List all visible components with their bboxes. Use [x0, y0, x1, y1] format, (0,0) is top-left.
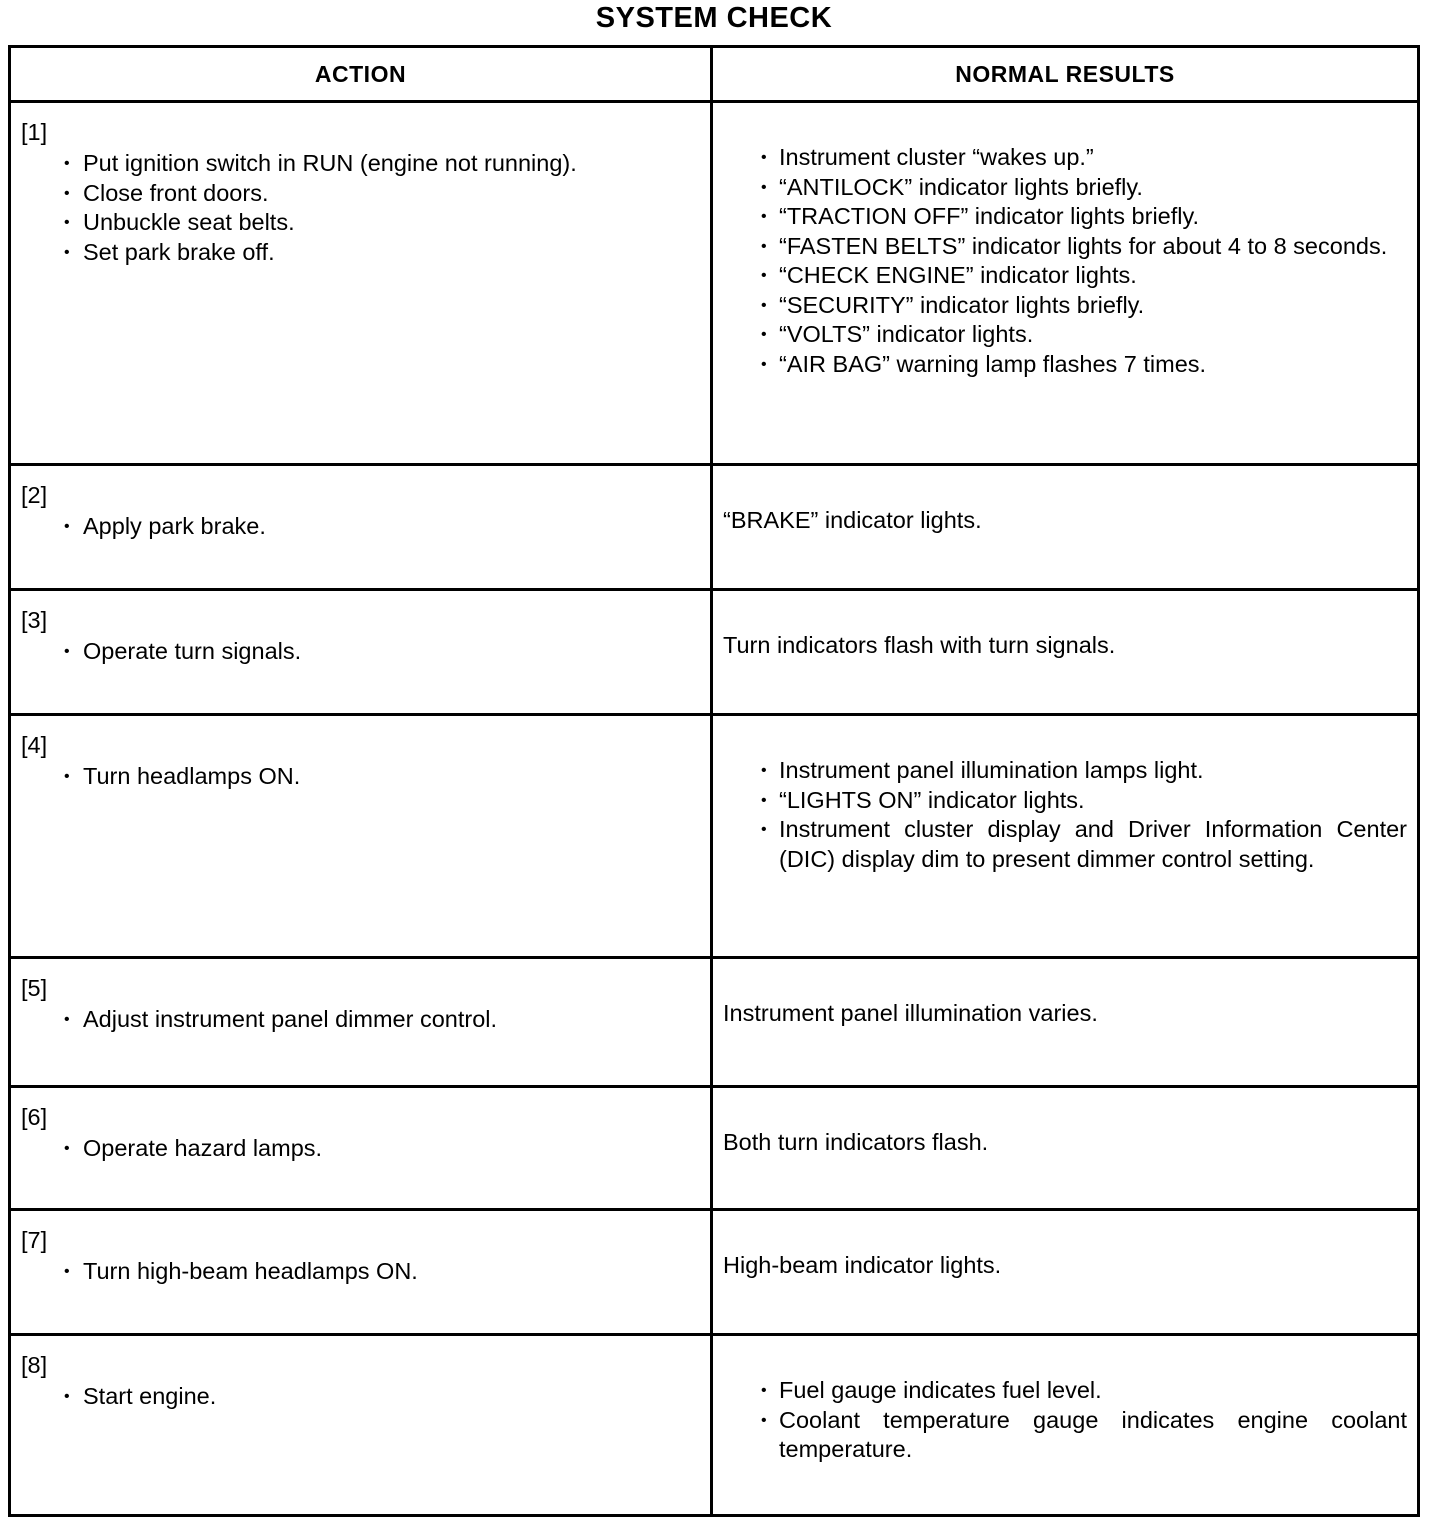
- result-cell: [712, 590, 1419, 715]
- table-header-row: [10, 47, 1419, 102]
- action-item: • Operate hazard lamps.: [21, 1134, 700, 1164]
- action-cell: [10, 1210, 712, 1335]
- action-item: • Put ignition switch in RUN (engine not running).: [21, 149, 700, 179]
- table-row: [10, 715, 1419, 958]
- action-list: [21, 762, 700, 792]
- result-cell: [712, 715, 1419, 958]
- result-item: • Fuel gauge indicates fuel level.: [723, 1376, 1407, 1406]
- result-text: Instrument panel illumination varies.: [723, 1000, 1098, 1026]
- result-item: • “LIGHTS ON” indicator lights.: [723, 786, 1407, 816]
- result-list: [723, 143, 1407, 379]
- step-number: [8]: [21, 1352, 48, 1378]
- table-row: [10, 465, 1419, 590]
- action-cell: [10, 465, 712, 590]
- step-number: [4]: [21, 732, 48, 758]
- action-item: • Close front doors.: [21, 179, 700, 209]
- action-cell: [10, 102, 712, 465]
- table-row: [10, 1210, 1419, 1335]
- step-number: [1]: [21, 119, 48, 145]
- action-item: • Start engine.: [21, 1382, 700, 1412]
- result-text: “BRAKE” indicator lights.: [723, 507, 982, 533]
- action-item: • Turn high-beam headlamps ON.: [21, 1257, 700, 1287]
- step-number: [7]: [21, 1227, 48, 1253]
- result-item: • Instrument panel illumination lamps light.: [723, 756, 1407, 786]
- result-list: [723, 1376, 1407, 1465]
- action-cell: [10, 1335, 712, 1516]
- step-number: [6]: [21, 1104, 48, 1130]
- result-text: Turn indicators flash with turn signals.: [723, 632, 1116, 658]
- action-cell: [10, 1087, 712, 1210]
- action-item: • Adjust instrument panel dimmer control.: [21, 1005, 700, 1035]
- page-title: SYSTEM CHECK: [595, 2, 833, 34]
- result-item: • “ANTILOCK” indicator lights briefly.: [723, 173, 1407, 203]
- result-item: • “AIR BAG” warning lamp flashes 7 times.: [723, 350, 1407, 380]
- action-list: [21, 1257, 700, 1287]
- action-list: [21, 149, 700, 267]
- action-item: • Unbuckle seat belts.: [21, 208, 700, 238]
- result-text: Both turn indicators flash.: [723, 1129, 989, 1155]
- action-list: [21, 1005, 700, 1035]
- result-item: • Coolant temperature gauge indicates engine coolant temperature.: [723, 1406, 1407, 1465]
- action-item: • Set park brake off.: [21, 238, 700, 268]
- result-item: • “FASTEN BELTS” indicator lights for about 4 to 8 seconds.: [723, 232, 1407, 262]
- table-row: [10, 1335, 1419, 1516]
- result-item: • Instrument cluster display and Driver Information Center (DIC) display dim to present dimmer control setting.: [723, 815, 1407, 874]
- result-item: • “SECURITY” indicator lights briefly.: [723, 291, 1407, 321]
- result-item: • “TRACTION OFF” indicator lights briefly.: [723, 202, 1407, 232]
- action-cell: [10, 590, 712, 715]
- action-item: • Turn headlamps ON.: [21, 762, 700, 792]
- result-cell: [712, 958, 1419, 1087]
- action-item: • Apply park brake.: [21, 512, 700, 542]
- step-number: [3]: [21, 607, 48, 633]
- table-row: [10, 1087, 1419, 1210]
- table-row: [10, 590, 1419, 715]
- system-check-table: [8, 45, 1420, 1517]
- result-cell: [712, 1087, 1419, 1210]
- action-item: • Operate turn signals.: [21, 637, 700, 667]
- result-item: • Instrument cluster “wakes up.”: [723, 143, 1407, 173]
- table-row: [10, 102, 1419, 465]
- action-cell: [10, 715, 712, 958]
- result-item: • “VOLTS” indicator lights.: [723, 320, 1407, 350]
- table-row: [10, 958, 1419, 1087]
- action-list: [21, 637, 700, 667]
- action-column-header: ACTION: [10, 47, 712, 102]
- result-list: [723, 756, 1407, 874]
- action-list: [21, 1134, 700, 1164]
- result-cell: [712, 1335, 1419, 1516]
- result-cell: [712, 102, 1419, 465]
- step-number: [5]: [21, 975, 48, 1001]
- result-cell: [712, 465, 1419, 590]
- action-cell: [10, 958, 712, 1087]
- step-number: [2]: [21, 482, 48, 508]
- action-list: [21, 1382, 700, 1412]
- result-item: • “CHECK ENGINE” indicator lights.: [723, 261, 1407, 291]
- result-cell: [712, 1210, 1419, 1335]
- action-list: [21, 512, 700, 542]
- result-text: High-beam indicator lights.: [723, 1252, 1002, 1278]
- normal-results-column-header: NORMAL RESULTS: [712, 47, 1419, 102]
